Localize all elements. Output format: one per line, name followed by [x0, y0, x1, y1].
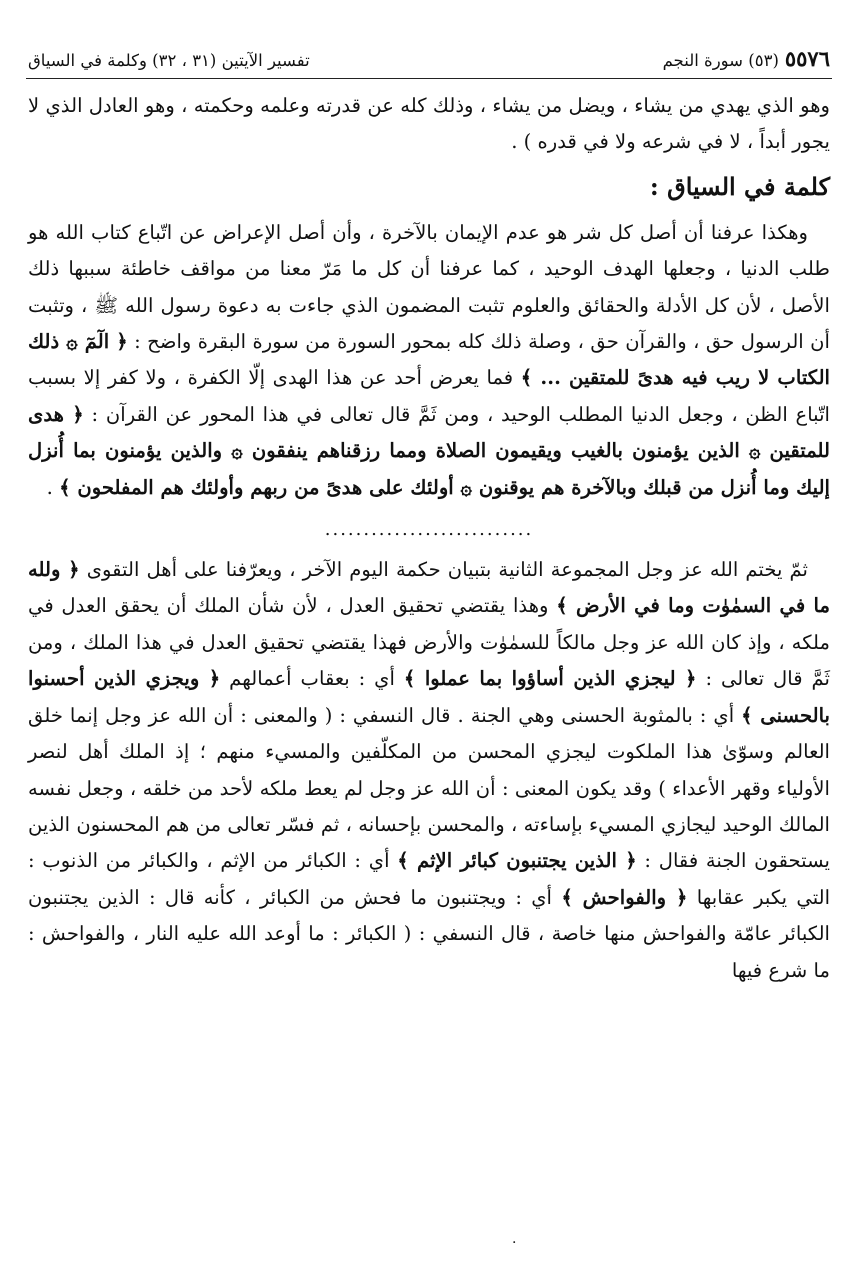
- quran-quote: ﴿ ويجزي الذين أحسنوا بالحسنى ﴾: [28, 667, 830, 727]
- book-page: [26, 46, 832, 989]
- paragraph-context: [26, 215, 832, 506]
- running-header: [26, 46, 832, 79]
- quran-quote: ﴿ الٓمٓ ۞ ذلك الكتاب لا ريب فيه هدىً للمتقين ... ﴾: [28, 330, 830, 390]
- separator-dots: ...........................: [324, 519, 534, 541]
- paragraph-text: أي : ويجتنبون ما فحش من الكبائر ، كأنه قال : الذين يجتنبون الكبائر عامّة والفواحش منها خاصة ، قال النسفي : ( الكبائر : ما أوعد الله عليه النار ، والفواحش : ما شرع فيها: [28, 885, 830, 982]
- paragraph-commentary: [26, 552, 832, 989]
- surah-reference: (٥٣) سورة النجم: [662, 51, 779, 70]
- paragraph-text: أي : بعقاب أعمالهم: [229, 667, 395, 691]
- paragraph-text: .: [46, 475, 53, 499]
- paragraph-text: وهكذا عرفنا أن أصل كل شر هو عدم الإيمان بالآخرة ، وأن أصل الإعراض عن اتّباع كتاب الله هو طلب الدنيا ، وجعلها الهدف الوحيد ، كما عرفنا أن كل ما مَرّ معنا من مواقف خاطئة سببها ذلك الأصل ، لأن كل الأدلة والحقائق والعلوم تثبت المضمون الذي جاءت به دعوة رسول الله ﷺ ، وتثبت أن الرسول حق ، والقرآن حق ، وصلة ذلك كله بمحور السورة من سورة البقرة واضح :: [28, 220, 830, 354]
- paragraph-text: وهذا يقتضي تحقيق العدل ، لأن شأن الملك أن يحقق العدل في ملكه ، وإذ كان الله عز وجل مالكاً للسمٰوٰت والأرض فهذا يقتضي تحقيق العدل في هذا الملك ، ومن ثَمَّ قال تعالى :: [28, 594, 830, 691]
- header-right: [663, 46, 830, 71]
- quran-quote: ﴿ الذين يجتنبون كبائر الإثم ﴾: [397, 849, 637, 873]
- quran-quote: ﴿ ولله ما في السمٰوٰت وما في الأرض ﴾: [28, 558, 830, 618]
- quran-quote: ﴿ والفواحش ﴾: [561, 885, 688, 909]
- paragraph-text: فما يعرض أحد عن هذا الهدى إلّا الكفرة ، ولا كفر إلا بسبب اتّباع الظن ، وجعل الدنيا المطلب الوحيد ، ومن ثَمَّ قال تعالى في هذا المحور عن القرآن :: [28, 366, 830, 426]
- paragraph-text: أي : الكبائر من الإثم ، والكبائر من الذنوب : التي يكبر عقابها: [28, 849, 831, 909]
- section-title: تفسير الآيتين (٣١ ، ٣٢) وكلمة في السياق: [28, 51, 310, 70]
- footer-mark: ·: [512, 1235, 517, 1251]
- paragraph-text: ثمّ يختم الله عز وجل المجموعة الثانية بتبيان حكمة اليوم الآخر ، ويعرّفنا على أهل التقوى: [86, 558, 808, 582]
- quran-quote: ﴿ ليجزي الذين أساؤوا بما عملوا ﴾: [403, 667, 697, 691]
- page-number: ٥٥٧٦: [784, 46, 830, 71]
- paragraph-text: أي : بالمثوبة الحسنى وهي الجنة . قال النسفي : ( والمعنى : أن الله عز وجل إنما خلق العالم وسوّىٰ هذا الملكوت ليجزي المحسن من المكلّفين والمسيء منهم ؛ إذ الملك أهل لنصر الأولياء وقهر الأعداء ) وقد يكون المعنى : أن الله عز وجل لم يعط ملكه لأحد من خلقه ، وجعل نفسه المالك الوحيد ليجازي المسيء بإساءته ، والمحسن بإحسانه ، ثم فسّر تعالى من هم المحسنون الذين يستحقون الجنة فقال :: [28, 703, 831, 873]
- section-heading: كلمة في السياق :: [649, 171, 830, 201]
- intro-paragraph: وهو الذي يهدي من يشاء ، ويضل من يشاء ، وذلك كله عن قدرته وعلمه وحكمته ، وهو العادل الذي لا يجور أبداً ، لا في شرعه ولا في قدره ) .: [28, 94, 830, 154]
- quran-quote: ﴿ هدى للمتقين ۞ الذين يؤمنون بالغيب ويقيمون الصلاة ومما رزقناهم ينفقون ۞ والذين يؤمنون بما أُنزل إليك وما أُنزل من قبلك وبالآخرة هم يوقنون ۞ أولئك على هدىً من ربهم وأولئك هم المفلحون ﴾: [28, 402, 830, 499]
